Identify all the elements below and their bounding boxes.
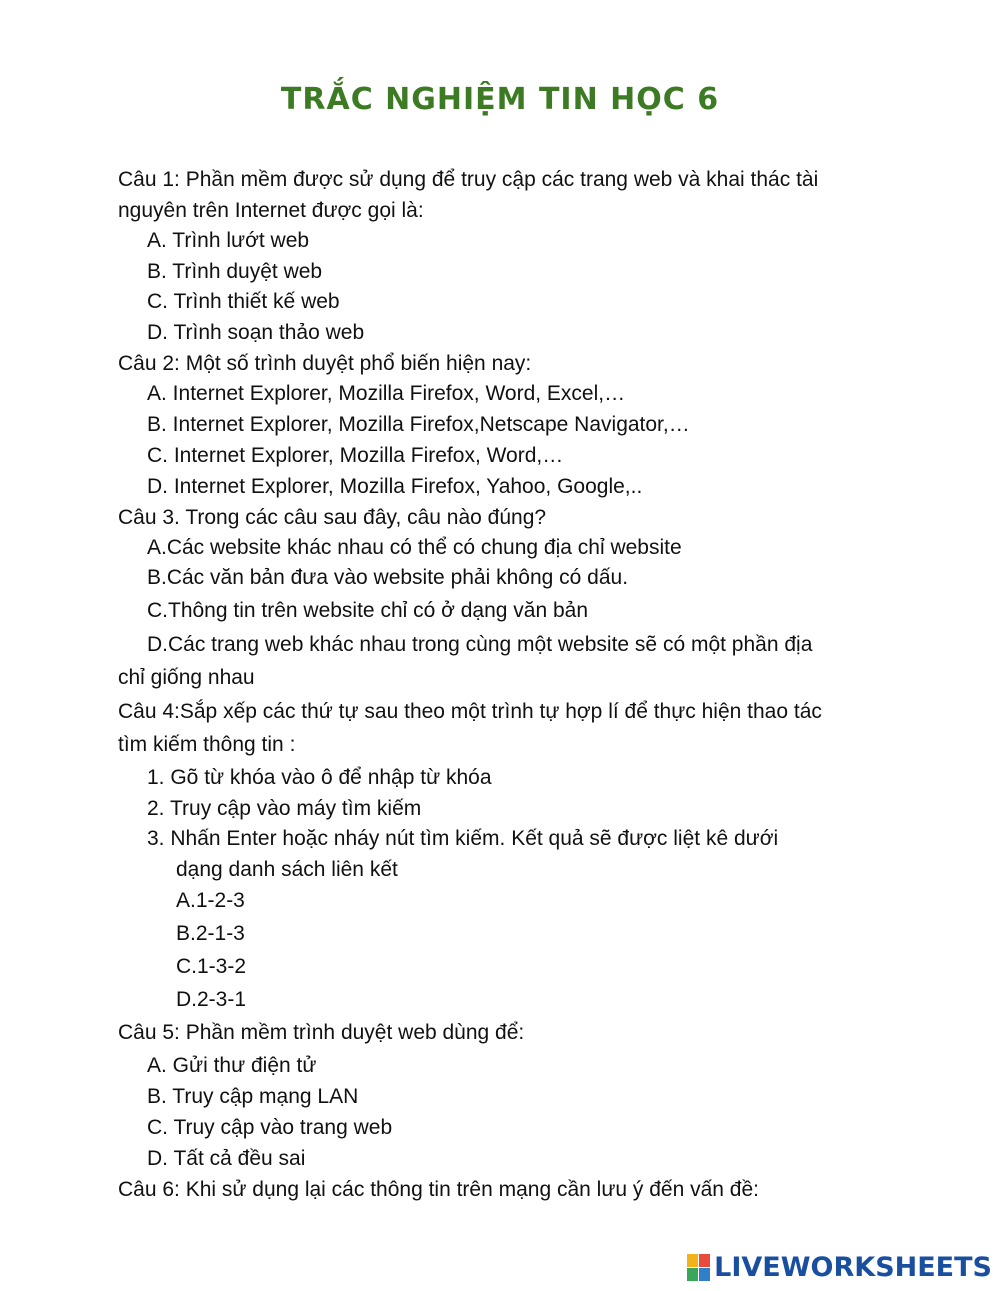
q4-option-c: C.1-3-2	[176, 955, 247, 978]
question-2-text: Câu 2: Một số trình duyệt phổ biến hiện nay:	[118, 352, 532, 375]
question-6-text: Câu 6: Khi sử dụng lại các thông tin trên mạng cần lưu ý đến vấn đề:	[118, 1178, 760, 1201]
q4-step-2: 2. Truy cập vào máy tìm kiếm	[147, 797, 422, 820]
q3-option-a: A.Các website khác nhau có thể có chung địa chỉ website	[147, 536, 682, 559]
q2-option-b: B. Internet Explorer, Mozilla Firefox,Netscape Navigator,…	[147, 413, 690, 436]
q2-option-c: C. Internet Explorer, Mozilla Firefox, Word,…	[147, 444, 564, 467]
q1-option-c: C. Trình thiết kế web	[147, 290, 340, 313]
q4-step-3-cont: dạng danh sách liên kết	[176, 858, 398, 881]
q3-option-c: C.Thông tin trên website chỉ có ở dạng văn bản	[147, 599, 589, 622]
q2-option-a: A. Internet Explorer, Mozilla Firefox, Word, Excel,…	[147, 382, 626, 405]
question-5-text: Câu 5: Phần mềm trình duyệt web dùng để:	[118, 1021, 525, 1044]
q3-option-d: D.Các trang web khác nhau trong cùng một website sẽ có một phần địa	[147, 633, 813, 656]
liveworksheets-logo	[687, 1252, 992, 1283]
q4-step-3: 3. Nhấn Enter hoặc nháy nút tìm kiếm. Kết quả sẽ được liệt kê dưới	[147, 827, 779, 850]
question-3-text: Câu 3. Trong các câu sau đây, câu nào đúng?	[118, 506, 547, 529]
q4-step-1: 1. Gõ từ khóa vào ô để nhập từ khóa	[147, 766, 492, 789]
q5-option-c: C. Truy cập vào trang web	[147, 1116, 393, 1139]
page-title: TRẮC NGHIỆM TIN HỌC 6	[280, 82, 720, 117]
logo-text: LIVEWORKSHEETS	[714, 1252, 992, 1283]
question-4-text: Câu 4:Sắp xếp các thứ tự sau theo một trình tự hợp lí để thực hiện thao tác	[118, 700, 822, 723]
q1-option-b: B. Trình duyệt web	[147, 260, 323, 283]
q4-option-a: A.1-2-3	[176, 889, 245, 912]
q3-option-b: B.Các văn bản đưa vào website phải không có dấu.	[147, 566, 629, 589]
q5-option-a: A. Gửi thư điện tử	[147, 1054, 317, 1077]
q3-option-d-cont: chỉ giống nhau	[118, 666, 255, 689]
q1-option-d: D. Trình soạn thảo web	[147, 321, 365, 344]
logo-mark-icon	[687, 1254, 710, 1281]
q1-option-a: A. Trình lướt web	[147, 229, 310, 252]
question-4-text-cont: tìm kiếm thông tin :	[118, 733, 296, 756]
logo-square	[699, 1268, 710, 1281]
q2-option-d: D. Internet Explorer, Mozilla Firefox, Yahoo, Google,..	[147, 475, 643, 498]
logo-square	[687, 1254, 698, 1267]
q5-option-d: D. Tất cả đều sai	[147, 1147, 306, 1170]
q5-option-b: B. Truy cập mạng LAN	[147, 1085, 359, 1108]
logo-square	[699, 1254, 710, 1267]
q4-option-d: D.2-3-1	[176, 988, 247, 1011]
q4-option-b: B.2-1-3	[176, 922, 245, 945]
question-1-text: Câu 1: Phần mềm được sử dụng để truy cập các trang web và khai thác tài	[118, 168, 819, 191]
logo-square	[687, 1268, 698, 1281]
question-1-text-cont: nguyên trên Internet được gọi là:	[118, 199, 424, 222]
